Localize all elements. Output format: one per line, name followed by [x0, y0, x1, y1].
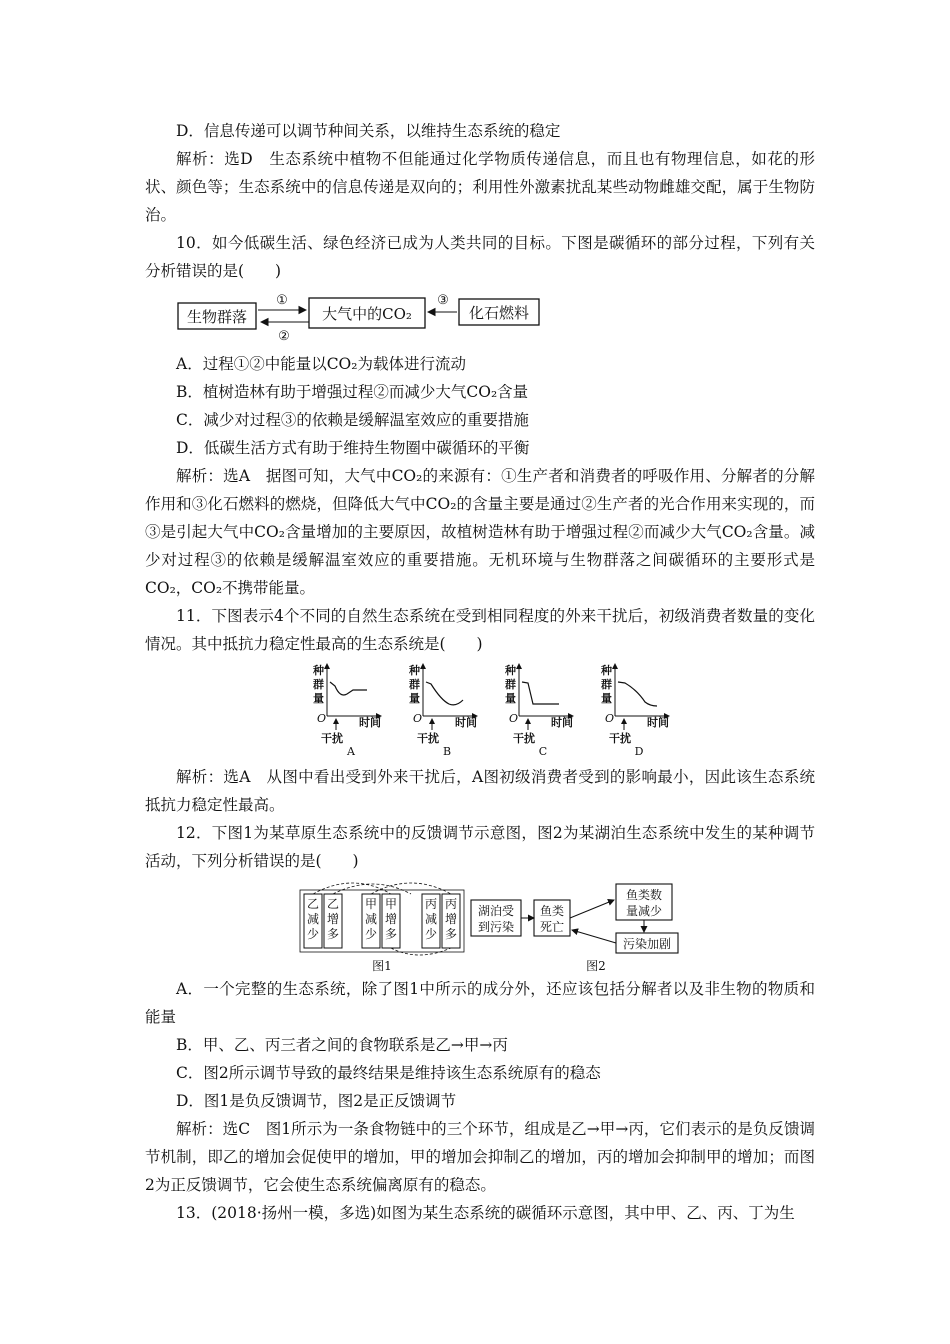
arrow-2-label: ②: [278, 329, 290, 344]
arrow-3-label: ③: [437, 293, 449, 308]
graph-ylabel-2: 群: [505, 678, 516, 691]
graph-ylabel-3: 量: [313, 692, 324, 705]
box-pollution-worse-label: 污染加剧: [622, 937, 672, 951]
arrow-1-label: ①: [276, 293, 288, 308]
q10-option-b: B．植树造林有助于增强过程②而减少大气CO₂含量: [176, 383, 529, 401]
graph-xlabel: 时间: [455, 716, 477, 729]
feedback-card: [422, 894, 440, 948]
feedback-card-char: 乙: [306, 897, 320, 911]
feedback-card: [324, 894, 342, 948]
graph-B: [408, 663, 477, 758]
q9-analysis: 解析：选D 生态系统中植物不但能通过化学物质传递信息，而且也有物理信息，如花的形状、颜色等；生态系统中的信息传递是双向的；利用性外激素扰乱某些动物雌雄交配，属于生物防治。: [145, 150, 815, 224]
feedback-arc: [391, 948, 451, 955]
feedback-card-char: 多: [326, 927, 340, 941]
feedback-card: [442, 894, 460, 948]
graph-C: [504, 663, 573, 758]
graph-ylabel-2: 群: [409, 678, 420, 691]
q12-stem: 12．下图1为某草原生态系统中的反馈调节示意图，图2为某湖泊生态系统中发生的某种调节活动，下列分析错误的是( ): [145, 824, 815, 870]
graph-D: [600, 663, 669, 758]
q11-analysis: 解析：选A 从图中看出受到外来干扰后，A图初级消费者受到的影响最小，因此该生态系统抵抗力稳定性最高。: [145, 768, 815, 814]
graph-origin: O: [509, 712, 519, 725]
graph-ylabel-2: 群: [313, 678, 324, 691]
q10-option-d: D．低碳生活方式有助于维持生物圈中碳循环的平衡: [176, 439, 530, 457]
graph-ylabel-3: 量: [601, 692, 612, 705]
feedback-card-char: 减: [364, 912, 378, 926]
box-fossil-label: 化石燃料: [468, 304, 530, 322]
graph-xlabel: 时间: [359, 716, 381, 729]
q12-option-b: B．甲、乙、丙三者之间的食物联系是乙→甲→丙: [176, 1036, 508, 1054]
feedback-card-char: 少: [364, 927, 378, 941]
graph-origin: O: [317, 712, 327, 725]
arrow-worse-to-death: [572, 930, 616, 943]
box-lake-polluted-l2: 到污染: [477, 920, 515, 934]
feedback-card-char: 乙: [326, 897, 340, 911]
feedback-card: [362, 894, 380, 948]
graph-panel-label: A: [347, 745, 355, 758]
graph-panel-label: C: [538, 745, 548, 758]
feedback-figure-2: [468, 880, 718, 974]
q10-stem: 10．如今低碳生活、绿色经济已成为人类共同的目标。下图是碳循环的部分过程，下列有关分析错误的是( ): [145, 234, 815, 280]
graph-disturb-label: 干扰: [513, 732, 535, 745]
q10-option-c: C．减少对过程③的依赖是缓解温室效应的重要措施: [176, 411, 529, 429]
q11-stem: 11．下图表示4个不同的自然生态系统在受到相同程度的外来干扰后，初级消费者数量的变化情况。其中抵抗力稳定性最高的生态系统是( ): [145, 607, 815, 653]
graph-curve: [522, 682, 559, 704]
feedback-card-char: 甲: [384, 897, 398, 911]
figure-2-caption: 图2: [586, 959, 606, 973]
graph-curve: [618, 682, 657, 706]
graph-ylabel-3: 量: [505, 692, 516, 705]
graph-origin: O: [413, 712, 423, 725]
feedback-card-char: 减: [306, 912, 320, 926]
feedback-card-char: 少: [306, 927, 320, 941]
box-fish-decrease-l1: 鱼类数: [625, 888, 663, 902]
feedback-card-char: 丙: [444, 897, 458, 911]
q9-option-d: D．信息传递可以调节种间关系，以维持生态系统的稳定: [176, 122, 561, 140]
feedback-card-char: 增: [444, 912, 458, 926]
feedback-card-char: 增: [326, 912, 340, 926]
graph-ylabel-3: 量: [409, 692, 420, 705]
graph-origin: O: [605, 712, 615, 725]
q12-analysis: 解析：选C 图1所示为一条食物链中的三个环节，组成是乙→甲→丙，它们表示的是负反馈调节机制，即乙的增加会促使甲的增加，甲的增加会抑制乙的增加，丙的增加会抑制甲的增加；而图2为正反馈调节，它会使生态系统偏离原有的稳态。: [145, 1120, 815, 1194]
graph-xlabel: 时间: [647, 716, 669, 729]
graph-xlabel: 时间: [551, 716, 573, 729]
box-fish-decrease-l2: 量减少: [625, 904, 663, 918]
q12-option-c: C．图2所示调节导致的最终结果是维持该生态系统原有的稳态: [176, 1064, 601, 1082]
q12-option-d: D．图1是负反馈调节，图2是正反馈调节: [176, 1092, 457, 1110]
graph-disturb-label: 干扰: [321, 732, 343, 745]
box-fish-death-l1: 鱼类: [539, 904, 565, 918]
feedback-card-char: 多: [444, 927, 458, 941]
feedback-card-char: 少: [424, 927, 438, 941]
q12-option-a: A．一个完整的生态系统，除了图1中所示的成分外，还应该包括分解者以及非生物的物质和能量: [145, 980, 815, 1026]
graph-curve: [426, 682, 463, 705]
q13-stem: 13．(2018·扬州一模，多选)如图为某生态系统的碳循环示意图，其中甲、乙、丙、丁为生: [176, 1204, 795, 1222]
box-fish-death-l2: 死亡: [539, 920, 565, 934]
graph-ylabel-1: 种: [505, 664, 516, 677]
graph-curve: [330, 682, 367, 695]
figure-1-caption: 图1: [372, 959, 392, 973]
graph-ylabel-1: 种: [313, 664, 324, 677]
q10-option-a: A．过程①②中能量以CO₂为载体进行流动: [176, 355, 466, 373]
graph-ylabel-1: 种: [601, 664, 612, 677]
feedback-card-char: 多: [384, 927, 398, 941]
box-community-label: 生物群落: [186, 308, 248, 326]
arrow-death-to-decrease: [570, 900, 614, 918]
box-atmosphere-label: 大气中的CO₂: [322, 305, 412, 323]
population-graphs: [305, 660, 685, 760]
carbon-cycle-diagram: [175, 290, 545, 344]
graph-disturb-label: 干扰: [417, 732, 439, 745]
feedback-card-char: 丙: [424, 897, 438, 911]
feedback-figure-1: [298, 878, 466, 974]
graph-ylabel-2: 群: [601, 678, 612, 691]
q10-analysis: 解析：选A 据图可知，大气中CO₂的来源有：①生产者和消费者的呼吸作用、分解者的分解作用和③化石燃料的燃烧，但降低大气中CO₂的含量主要是通过②生产者的光合作用来实现的，而③是引起大气中CO₂含量增加的主要原因，故植树造林有助于增强过程②而减少大气CO₂含量。减少对过程③的依赖是缓解温室效应的重要措施。无机环境与生物群落之间碳循环的主要形式是CO₂，CO₂不携带能量。: [145, 467, 815, 597]
graph-ylabel-1: 种: [409, 664, 420, 677]
feedback-card: [382, 894, 400, 948]
feedback-card-char: 减: [424, 912, 438, 926]
feedback-card-char: 增: [384, 912, 398, 926]
graph-disturb-label: 干扰: [609, 732, 631, 745]
graph-panel-label: D: [634, 745, 644, 758]
feedback-card: [304, 894, 322, 948]
box-lake-polluted-l1: 湖泊受: [477, 904, 515, 918]
graph-panel-label: B: [442, 745, 452, 758]
feedback-card-char: 甲: [364, 897, 378, 911]
graph-A: [312, 663, 381, 758]
